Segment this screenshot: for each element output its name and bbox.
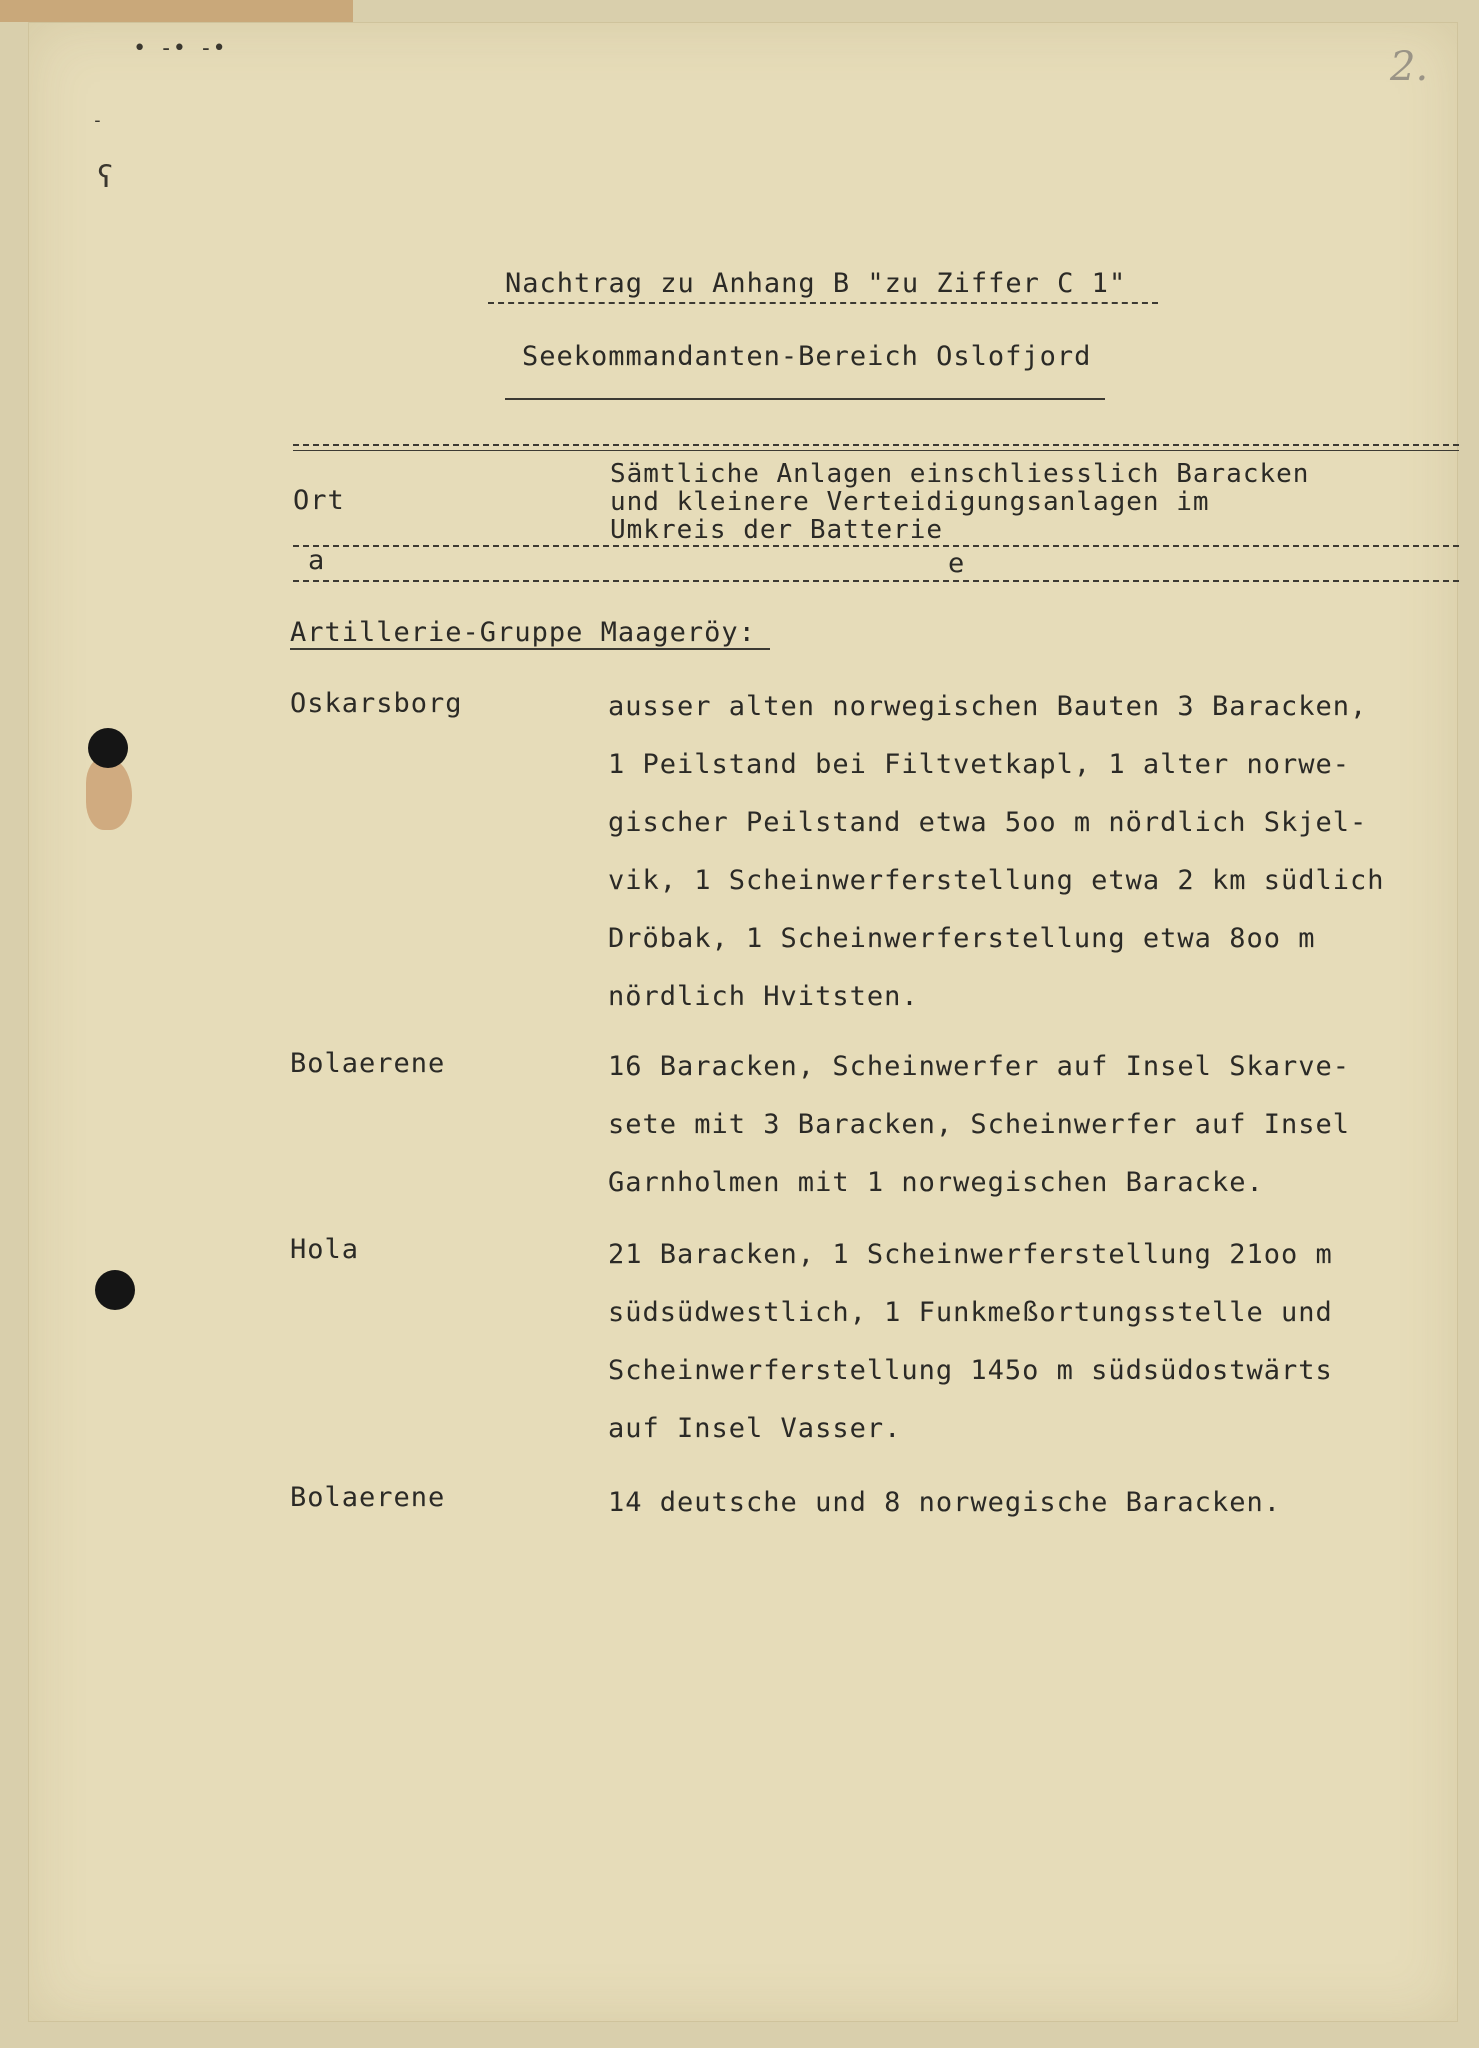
description-line: gischer Peilstand etwa 5oo m nördlich Skjel-: [608, 807, 1368, 838]
description-line: nördlich Hvitsten.: [608, 981, 919, 1012]
column-header-line: Umkreis der Batterie: [610, 515, 944, 545]
column-header-line: und kleinere Verteidigungsanlagen im: [610, 487, 1210, 517]
description-line: sete mit 3 Baracken, Scheinwerfer auf Insel: [608, 1109, 1350, 1140]
description-line: 14 deutsche und 8 norwegische Baracken.: [608, 1487, 1281, 1518]
place-name: Bolaerene: [290, 1048, 446, 1079]
description-line: vik, 1 Scheinwerferstellung etwa 2 km südlich: [608, 865, 1385, 896]
place-name: Oskarsborg: [290, 688, 463, 719]
place-description: [608, 678, 1385, 1026]
column-letter-a: a: [308, 545, 326, 576]
description-line: 21 Baracken, 1 Scheinwerferstellung 21oo m: [608, 1239, 1333, 1270]
description-line: Scheinwerferstellung 145o m südsüdostwärts: [608, 1355, 1333, 1386]
description-line: auf Insel Vasser.: [608, 1413, 902, 1444]
title-underline: [488, 302, 1158, 304]
place-name: Bolaerene: [290, 1482, 446, 1513]
table-top-rule: [293, 444, 1459, 446]
paper-edge-strip: [0, 0, 353, 22]
description-line: südsüdwestlich, 1 Funkmeßortungsstelle und: [608, 1297, 1333, 1328]
punch-hole: [95, 1270, 135, 1310]
column-header-description: [610, 460, 1309, 544]
group-heading: Artillerie-Gruppe Maageröy:: [290, 617, 756, 648]
description-line: Garnholmen mit 1 norwegischen Baracke.: [608, 1167, 1264, 1198]
column-header-ort: Ort: [293, 485, 345, 516]
paper-stain: [86, 758, 132, 830]
margin-mark: ʕ: [96, 160, 115, 195]
description-line: ausser alten norwegischen Bauten 3 Baracken,: [608, 691, 1368, 722]
document-title: Nachtrag zu Anhang B "zu Ziffer C 1": [505, 268, 1127, 299]
header-divider-rule: [293, 545, 1459, 547]
document-subtitle: Seekommandanten-Bereich Oslofjord: [522, 341, 1092, 372]
place-description: [608, 1474, 1281, 1532]
page-number: 2.: [1390, 44, 1429, 90]
table-top-rule-2: [293, 450, 1459, 451]
place-description: [608, 1226, 1333, 1458]
description-line: 16 Baracken, Scheinwerfer auf Insel Skarve-: [608, 1051, 1350, 1082]
margin-mark: • ‑• ‑•: [133, 36, 226, 61]
place-description: [608, 1038, 1350, 1212]
place-name: Hola: [290, 1234, 360, 1265]
description-line: 1 Peilstand bei Filtvetkapl, 1 alter norwe-: [608, 749, 1350, 780]
column-header-line: Sämtliche Anlagen einschliesslich Baracken: [610, 459, 1310, 489]
description-line: Dröbak, 1 Scheinwerferstellung etwa 8oo m: [608, 923, 1316, 954]
punch-hole: [88, 728, 128, 768]
margin-mark: ‑: [92, 110, 103, 131]
group-heading-underline: [290, 648, 770, 650]
header-bottom-rule: [293, 580, 1459, 582]
column-letter-e: e: [948, 548, 966, 579]
subtitle-underline: [505, 398, 1105, 400]
